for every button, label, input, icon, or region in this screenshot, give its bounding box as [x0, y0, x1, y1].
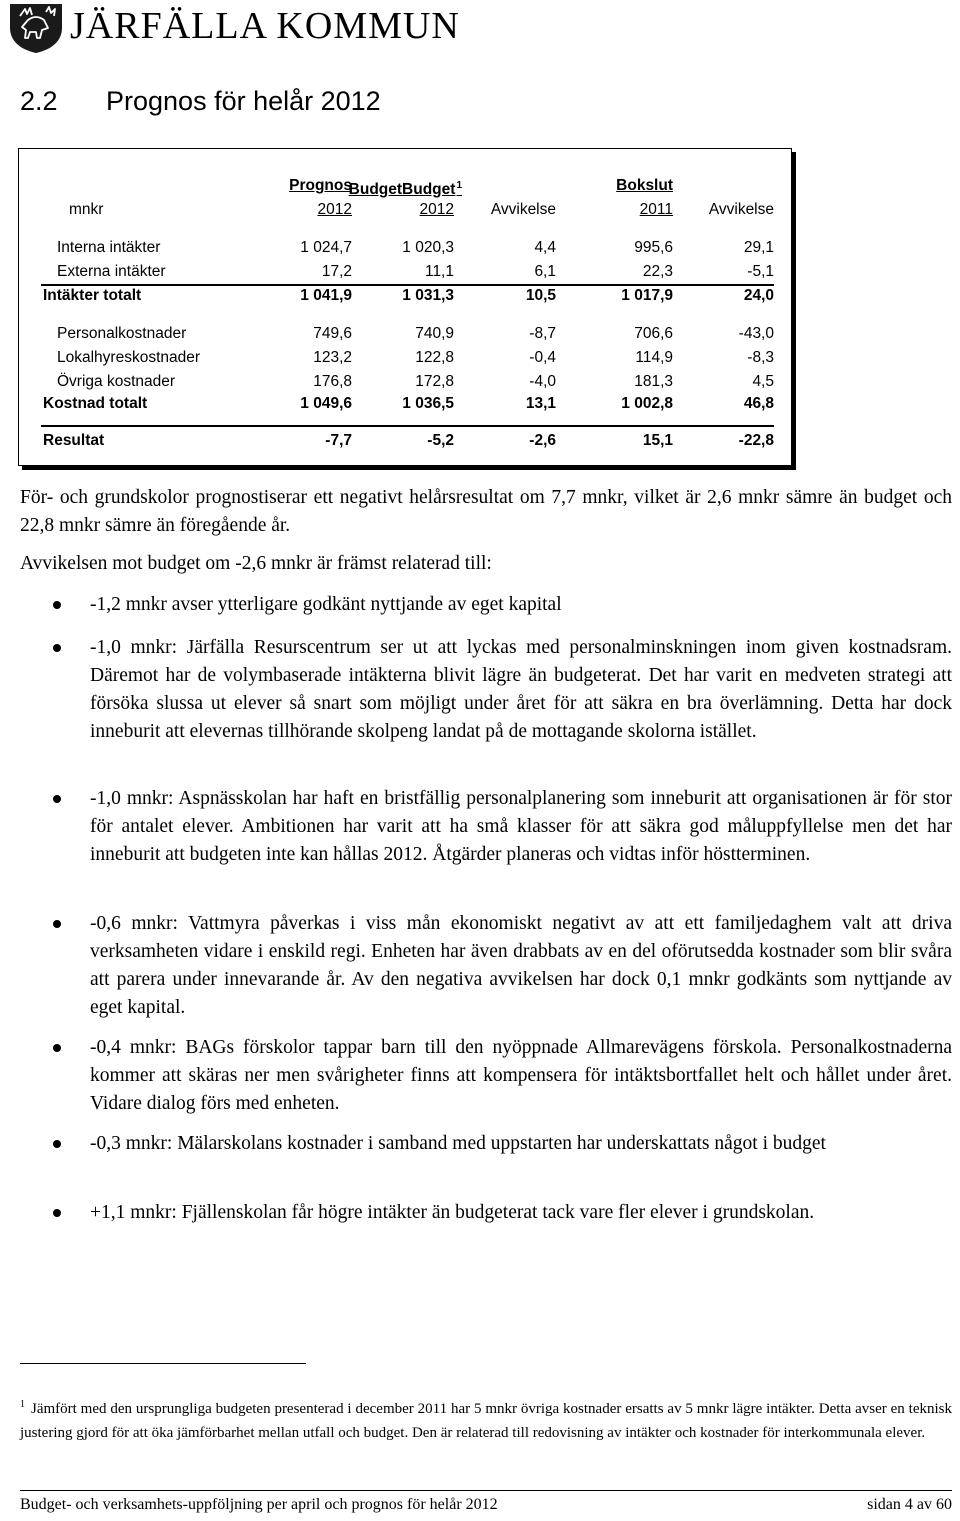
table-cell: 1 002,8	[621, 395, 673, 412]
bullet-text: -1,0 mnkr: Järfälla Resurscentrum ser ut att lyckas med personalminskningen inom given kostnadsram. Däremot har de volymbaserade intäkterna blivit lägre än budgeterat. Det har varit en medveten strategi att försöka slussa ut elever så snart som möjligt under året för att säkra en bra överlämning. Detta har dock inneburit att elevernas tillhörande skolpeng landat på de mottagande skolorna istället.	[90, 637, 952, 742]
table-cell: 4,4	[534, 239, 556, 256]
table-cell: 4,5	[752, 373, 774, 390]
table-cell: 15,1	[642, 432, 673, 449]
table-cell: 1 024,7	[300, 239, 352, 256]
footnote-divider	[20, 1363, 306, 1364]
bullet-text: -1,0 mnkr: Aspnässkolan har haft en bristfällig personalplanering som inneburit att organisationen är för stor för antalet elever. Ambitionen har varit att ha små klasser för att säkra god måluppfyllelse men det har inneburit att budgeten inte kan hållas 2012. Åtgärder planeras och vidtas inför höstterminen.	[90, 788, 952, 865]
table-cell: -7,7	[325, 432, 352, 449]
financial-table-box	[18, 148, 792, 466]
table-cell: 6,1	[534, 263, 556, 280]
section-title	[20, 86, 381, 117]
column-header-bottom: 2011	[639, 201, 673, 218]
footer-document-title: Budget- och verksamhets-uppföljning per april och prognos för helår 2012	[20, 1496, 498, 1513]
table-cell: 1 031,3	[402, 287, 454, 304]
table-cell: 706,6	[634, 325, 673, 342]
financial-table	[19, 149, 791, 465]
bullet-icon	[53, 795, 61, 803]
organization-name: JÄRFÄLLA KOMMUN	[70, 5, 460, 47]
table-cell: 17,2	[321, 263, 352, 280]
table-cell: 122,8	[415, 349, 454, 366]
table-row-label: Externa intäkter	[57, 263, 166, 280]
table-cell: -0,4	[529, 349, 556, 366]
column-header-bottom: 2012	[419, 201, 454, 218]
table-cell: 24,0	[743, 287, 774, 304]
bullet-icon	[53, 1044, 61, 1052]
table-cell: -5,2	[427, 432, 454, 449]
table-cell: -5,1	[747, 263, 774, 280]
bullet-text: -1,2 mnkr avser ytterligare godkänt nyttjande av eget kapital	[90, 594, 562, 615]
table-cell: 176,8	[313, 373, 352, 390]
bullet-icon	[53, 1209, 61, 1217]
table-row-label: Personalkostnader	[57, 325, 187, 342]
table-cell: 13,1	[525, 395, 556, 412]
table-cell: 749,6	[313, 325, 352, 342]
bullet-text: -0,4 mnkr: BAGs förskolor tappar barn till den nyöppnade Allmarevägens förskola. Personalkostnaderna kommer att skäras ner men svårigheter finns att kompensera för intäktsbortfallet helt och hållet under året. Vidare dialog förs med enheten.	[90, 1037, 952, 1114]
table-cell: 114,9	[635, 349, 673, 366]
table-cell: -8,3	[747, 349, 774, 366]
table-row-label: Lokalhyreskostnader	[57, 349, 201, 366]
table-cell: -2,6	[529, 432, 556, 449]
table-cell: 22,3	[642, 263, 673, 280]
table-cell: -22,8	[738, 432, 774, 449]
footer-page-number: sidan 4 av 60	[867, 1496, 952, 1513]
table-cell: 181,3	[634, 373, 673, 390]
table-cell: 11,1	[424, 263, 454, 280]
column-header-top: Prognos	[289, 177, 352, 194]
table-cell: -8,7	[529, 325, 556, 342]
section-number: 2.2	[20, 86, 58, 116]
footnote-reference: 1	[456, 180, 462, 191]
table-cell: 740,9	[415, 325, 454, 342]
footnote	[20, 1393, 952, 1445]
lead-paragraph: Avvikelsen mot budget om -2,6 mnkr är främst relaterad till:	[20, 553, 492, 574]
column-header-top: Bokslut	[616, 177, 673, 194]
footer-divider	[20, 1490, 952, 1491]
table-row-label: Resultat	[43, 432, 105, 449]
bullet-icon	[53, 1140, 61, 1148]
table-row-label: Interna intäkter	[57, 239, 161, 256]
table-cell: 1 036,5	[402, 395, 454, 412]
table-row-label: Kostnad totalt	[43, 395, 148, 412]
table-row-label: Intäkter totalt	[43, 287, 142, 304]
table-cell: 10,5	[525, 287, 556, 304]
intro-paragraph: För- och grundskolor prognostiserar ett negativt helårsresultat om 7,7 mnkr, vilket är 2,6 mnkr sämre än budget och 22,8 mnkr sämre än föregående år.	[20, 487, 952, 536]
bullet-icon	[53, 644, 61, 652]
table-cell: 1 049,6	[300, 395, 352, 412]
table-row-label: Övriga kostnader	[57, 373, 176, 390]
section-title-text: Prognos för helår 2012	[106, 86, 381, 116]
subtotal-rule	[41, 284, 774, 286]
table-unit-label: mnkr	[69, 201, 104, 218]
table-cell: 29,1	[743, 239, 774, 256]
column-header-bottom: Avvikelse	[708, 201, 774, 218]
table-cell: 1 041,9	[300, 287, 352, 304]
table-cell: 1 017,9	[621, 287, 673, 304]
bullet-text: -0,6 mnkr: Vattmyra påverkas i viss mån ekonomiskt negativt av att ett familjedaghem valt att driva verksamheten vidare i enskild regi. Enheten har även drabbats av en del oförutsedda kostnader som blir svåra att parera under innevarande år. Av den negativa avvikelsen har dock 0,1 mnkr godkänts som nyttjande av eget kapital.	[90, 913, 952, 1018]
municipal-coat-of-arms-icon	[6, 2, 66, 54]
bullet-text: +1,1 mnkr: Fjällenskolan får högre intäkter än budgeterat tack vare fler elever i grundskolan.	[90, 1202, 815, 1223]
column-header-bottom: 2012	[317, 201, 352, 218]
table-cell: 1 020,3	[402, 239, 454, 256]
column-header-bottom: Avvikelse	[490, 201, 556, 218]
column-header-top: BudgetBudget$^1$	[348, 180, 462, 199]
table-cell: 123,2	[313, 349, 352, 366]
footnote-marker: 1	[20, 1399, 25, 1410]
bullet-icon	[53, 601, 61, 609]
result-rule	[41, 425, 774, 427]
table-cell: -43,0	[738, 325, 774, 342]
bullet-icon	[53, 920, 61, 928]
table-cell: 46,8	[743, 395, 774, 412]
table-cell: 172,8	[415, 373, 454, 390]
bullet-text: -0,3 mnkr: Mälarskolans kostnader i samband med uppstarten har underskattats något i budget	[90, 1133, 826, 1154]
table-cell: -4,0	[529, 373, 556, 390]
footnote-text: Jämfört med den ursprungliga budgeten presenterad i december 2011 har 5 mnkr övriga kostnader ersatts av 5 mnkr lägre intäkter. Detta avser en teknisk justering gjord för att öka jämförbarhet mellan utfall och budget. Den är relaterad till redovisning av intäkter och kostnader för interkommunala elever.	[20, 1401, 952, 1441]
table-cell: 995,6	[634, 239, 673, 256]
